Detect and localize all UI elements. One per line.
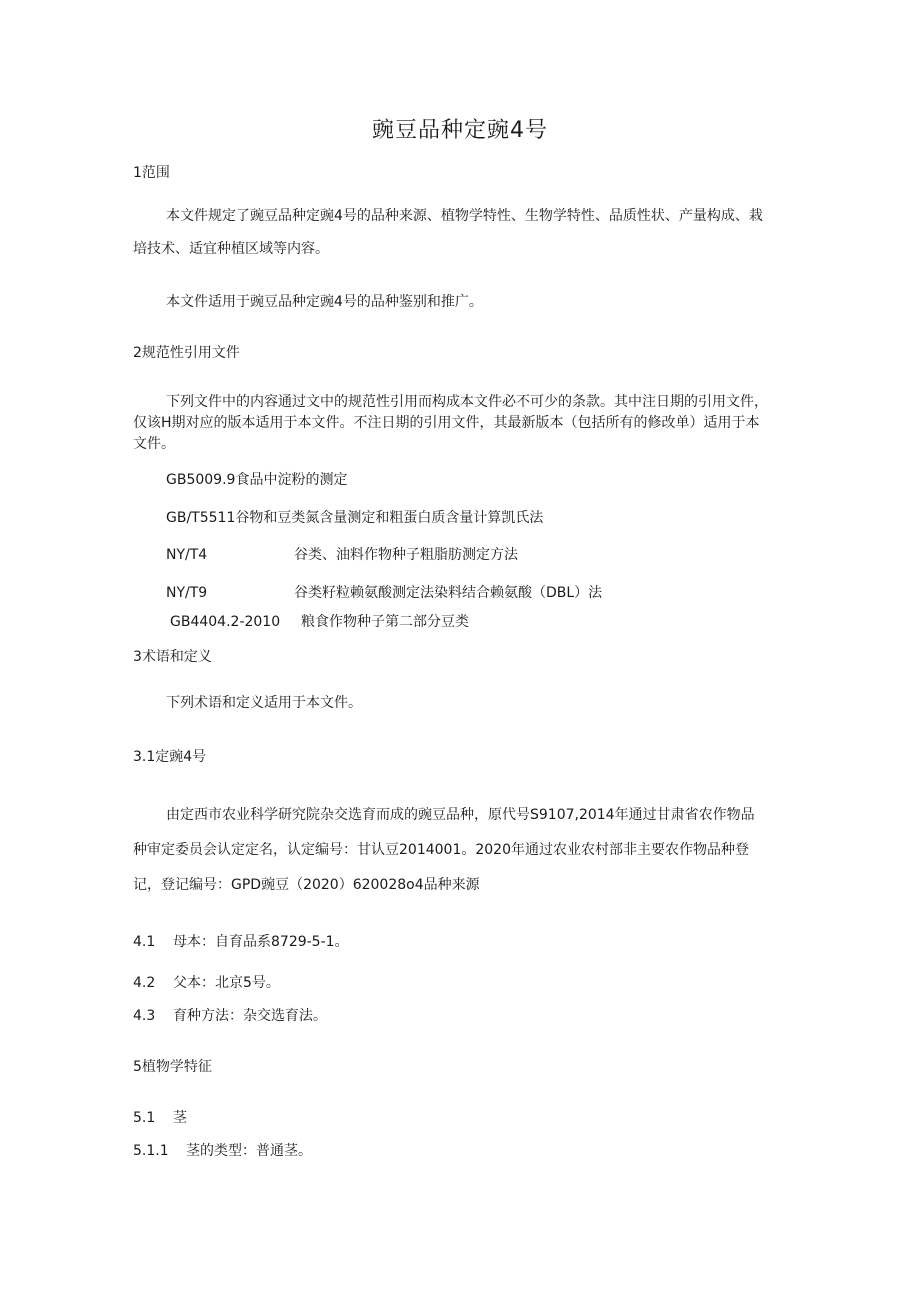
reference-name: 粮食作物种子第二部分豆类 <box>301 614 469 630</box>
list-item-text: 母本：自育品系8729-5-1。 <box>173 934 349 950</box>
list-item-number: 4.1 <box>133 934 156 950</box>
document-title: 豌豆品种定豌4号 <box>372 118 548 143</box>
section-5-1-1-number: 5.1.1 <box>133 1143 169 1159</box>
section-5-1-number: 5.1 <box>133 1110 156 1126</box>
reference-code: GB5009.9 <box>166 472 236 488</box>
section-1-paragraph-1: 本文件规定了豌豆品种定豌4号的品种来源、植物学特性、生物学特性、品质性状、产量构成、栽培技术、适宜种植区域等内容。 <box>133 208 763 257</box>
section-3-heading: 3术语和定义 <box>133 649 212 665</box>
reference-code: NY/T9 <box>166 585 208 601</box>
reference-name: 谷类、油料作物种子粗脂肪测定方法 <box>294 547 518 563</box>
reference-code: NY/T4 <box>166 547 208 563</box>
reference-name: 食品中淀粉的测定 <box>235 472 348 488</box>
section-1-heading: 1范围 <box>133 165 170 181</box>
reference-code: GB/T5511 <box>166 510 236 526</box>
section-1-paragraph-2: 本文件适用于豌豆品种定豌4号的品种鉴别和推广。 <box>166 294 483 310</box>
section-2-paragraph: 下列文件中的内容通过文中的规范性引用而构成本文件必不可少的条款。其中注日期的引用文件，仅该H期对应的版本适用于本文件。不注日期的引用文件，其最新版本（包括所有的修改单）适用于本文件。 <box>133 394 768 452</box>
section-5-heading: 5植物学特征 <box>133 1059 212 1075</box>
list-item-text: 育种方法：杂交选育法。 <box>173 1008 327 1024</box>
section-5-1-1-text: 茎的类型：普通茎。 <box>186 1143 312 1159</box>
list-item-number: 4.3 <box>133 1008 156 1024</box>
section-3-1-heading: 3.1定豌4号 <box>133 749 207 765</box>
section-3-paragraph: 下列术语和定义适用于本文件。 <box>166 695 362 711</box>
reference-item <box>166 508 543 528</box>
reference-item <box>166 470 347 490</box>
reference-code: GB4404.2-2010 <box>170 614 281 630</box>
section-2-heading: 2规范性引用文件 <box>133 345 240 361</box>
reference-name: 谷物和豆类氮含量测定和粗蛋白质含量计算凯氏法 <box>235 510 544 526</box>
list-item-text: 父本：北京5号。 <box>173 975 280 991</box>
list-item-number: 4.2 <box>133 975 156 991</box>
section-5-1-heading: 茎 <box>173 1110 187 1126</box>
section-3-1-paragraph: 由定西市农业科学研究院杂交选育而成的豌豆品种，原代号S9107,2014年通过甘肃省农作物品种审定委员会认定定名，认定编号：甘认豆2014001。2020年通过农业农村部非主要农作物品种登记，登记编号：GPD豌豆（2020）620028o4品种来源 <box>133 807 755 893</box>
reference-name: 谷类籽粒赖氨酸测定法染料结合赖氨酸（DBL）法 <box>294 585 603 601</box>
